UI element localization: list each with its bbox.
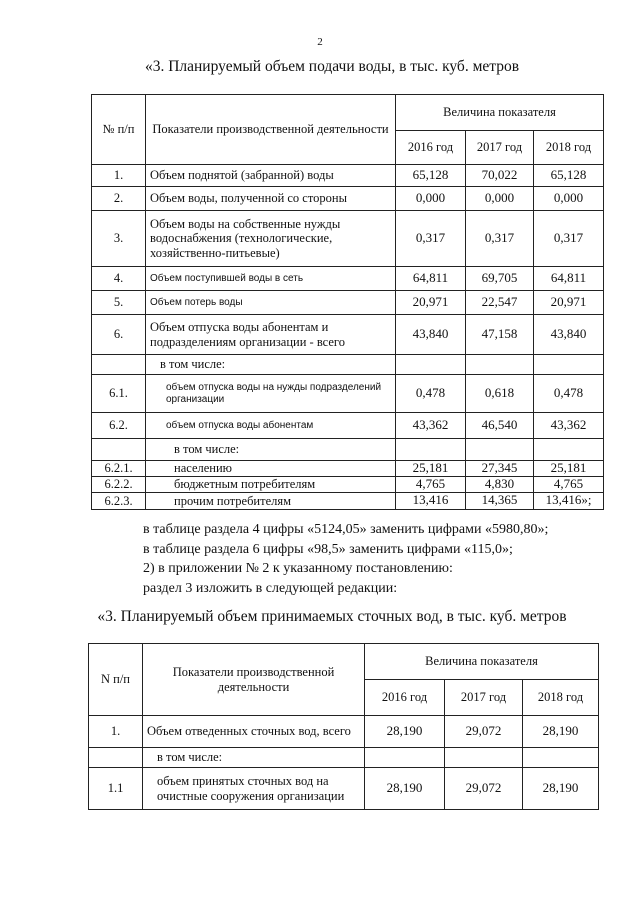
row-label: Объем поднятой (забранной) воды bbox=[146, 165, 396, 187]
table-row bbox=[89, 768, 599, 810]
row-label: в том числе: bbox=[146, 355, 396, 375]
row-label: Объем отведенных сточных вод, всего bbox=[143, 716, 365, 748]
row-value: 47,158 bbox=[466, 315, 534, 355]
table-row bbox=[92, 355, 604, 375]
table-row bbox=[92, 413, 604, 439]
amendment-text bbox=[143, 520, 548, 598]
row-value: 13,416»; bbox=[534, 492, 604, 509]
row-label: прочим потребителям bbox=[146, 492, 396, 509]
year-header: 2018 год bbox=[523, 680, 599, 716]
row-label: объем отпуска воды абонентам bbox=[146, 413, 396, 439]
row-number: 6.2.2. bbox=[92, 476, 146, 492]
row-value: 65,128 bbox=[396, 165, 466, 187]
row-number bbox=[92, 355, 146, 375]
row-value: 28,190 bbox=[365, 768, 445, 810]
row-value: 0,478 bbox=[396, 375, 466, 413]
row-number: 2. bbox=[92, 187, 146, 211]
row-value bbox=[445, 748, 523, 768]
col-value-header: Величина показателя bbox=[365, 644, 599, 680]
row-number: 6.2.3. bbox=[92, 492, 146, 509]
body-line: раздел 3 изложить в следующей редакции: bbox=[143, 580, 398, 596]
row-number: 3. bbox=[92, 211, 146, 267]
table-row bbox=[92, 291, 604, 315]
body-line: в таблице раздела 4 цифры «5124,05» заменить цифрами «5980,80»; bbox=[143, 522, 549, 537]
row-value bbox=[534, 439, 604, 461]
row-label: объем отпуска воды на нужды подразделений организации bbox=[146, 375, 396, 413]
row-value: 28,190 bbox=[523, 768, 599, 810]
row-value: 43,840 bbox=[396, 315, 466, 355]
row-label: объем принятых сточных вод на очистные сооружения организации bbox=[143, 768, 365, 810]
table-row bbox=[92, 187, 604, 211]
body-line: в таблице раздела 6 цифры «98,5» заменить цифрами «115,0»; bbox=[143, 541, 513, 557]
col-num-header: N п/п bbox=[89, 644, 143, 716]
row-value: 29,072 bbox=[445, 716, 523, 748]
row-value: 65,128 bbox=[534, 165, 604, 187]
row-label: бюджетным потребителям bbox=[146, 476, 396, 492]
row-value: 69,705 bbox=[466, 267, 534, 291]
row-value: 25,181 bbox=[396, 461, 466, 477]
row-number: 5. bbox=[92, 291, 146, 315]
wastewater-table bbox=[88, 643, 599, 810]
row-value: 0,000 bbox=[396, 187, 466, 211]
row-number: 1. bbox=[89, 716, 143, 748]
col-value-header: Величина показателя bbox=[396, 95, 604, 131]
table-row bbox=[92, 439, 604, 461]
table-row bbox=[92, 492, 604, 509]
row-value: 43,840 bbox=[534, 315, 604, 355]
row-value bbox=[523, 748, 599, 768]
year-header: 2017 год bbox=[445, 680, 523, 716]
row-value: 0,618 bbox=[466, 375, 534, 413]
row-value: 29,072 bbox=[445, 768, 523, 810]
row-label: Объем воды на собственные нужды водоснабжения (технологические, хозяйственно-питьевые) bbox=[146, 211, 396, 267]
row-value: 25,181 bbox=[534, 461, 604, 477]
row-value: 27,345 bbox=[466, 461, 534, 477]
row-value: 13,416 bbox=[396, 492, 466, 509]
water-supply-table bbox=[91, 94, 604, 510]
year-header: 2018 год bbox=[534, 131, 604, 165]
row-number: 6.2. bbox=[92, 413, 146, 439]
row-value: 0,478 bbox=[534, 375, 604, 413]
col-num-header: № п/п bbox=[92, 95, 146, 165]
row-value: 0,317 bbox=[534, 211, 604, 267]
row-value: 4,765 bbox=[534, 476, 604, 492]
row-value: 43,362 bbox=[534, 413, 604, 439]
row-value bbox=[534, 355, 604, 375]
page-number: 2 bbox=[317, 36, 323, 48]
row-label: Объем отпуска воды абонентам и подразделениям организации - всего bbox=[146, 315, 396, 355]
row-value: 0,000 bbox=[466, 187, 534, 211]
table-row bbox=[92, 375, 604, 413]
row-number: 6.1. bbox=[92, 375, 146, 413]
row-number bbox=[89, 748, 143, 768]
year-header: 2016 год bbox=[365, 680, 445, 716]
year-header: 2016 год bbox=[396, 131, 466, 165]
row-label: Объем воды, полученной со стороны bbox=[146, 187, 396, 211]
col-indicator-header: Показатели производственной деятельности bbox=[146, 95, 396, 165]
row-value bbox=[365, 748, 445, 768]
table-row bbox=[92, 267, 604, 291]
table-row bbox=[92, 461, 604, 477]
row-label: населению bbox=[146, 461, 396, 477]
row-number: 6.2.1. bbox=[92, 461, 146, 477]
table-row bbox=[89, 748, 599, 768]
col-indicator-header: Показатели производственной деятельности bbox=[143, 644, 365, 716]
row-value: 0,000 bbox=[534, 187, 604, 211]
row-value: 4,765 bbox=[396, 476, 466, 492]
row-value: 20,971 bbox=[534, 291, 604, 315]
row-value: 28,190 bbox=[365, 716, 445, 748]
row-value: 20,971 bbox=[396, 291, 466, 315]
row-value: 46,540 bbox=[466, 413, 534, 439]
row-value: 70,022 bbox=[466, 165, 534, 187]
row-value: 43,362 bbox=[396, 413, 466, 439]
row-value: 0,317 bbox=[466, 211, 534, 267]
table2-heading: «3. Планируемый объем принимаемых сточных вод, в тыс. куб. метров bbox=[97, 608, 567, 625]
row-number bbox=[92, 439, 146, 461]
body-line: 2) в приложении № 2 к указанному постановлению: bbox=[143, 561, 453, 576]
row-number: 1. bbox=[92, 165, 146, 187]
row-value: 64,811 bbox=[396, 267, 466, 291]
row-value: 28,190 bbox=[523, 716, 599, 748]
row-value bbox=[396, 439, 466, 461]
row-number: 1.1 bbox=[89, 768, 143, 810]
row-value: 22,547 bbox=[466, 291, 534, 315]
row-value bbox=[396, 355, 466, 375]
row-value: 14,365 bbox=[466, 492, 534, 509]
row-value: 0,317 bbox=[396, 211, 466, 267]
table-row bbox=[92, 165, 604, 187]
row-value bbox=[466, 355, 534, 375]
table-row bbox=[92, 315, 604, 355]
row-label: Объем потерь воды bbox=[146, 291, 396, 315]
row-value bbox=[466, 439, 534, 461]
table-row bbox=[92, 476, 604, 492]
row-number: 6. bbox=[92, 315, 146, 355]
row-label: в том числе: bbox=[143, 748, 365, 768]
row-number: 4. bbox=[92, 267, 146, 291]
row-label: Объем поступившей воды в сеть bbox=[146, 267, 396, 291]
table-row bbox=[89, 716, 599, 748]
row-label: в том числе: bbox=[146, 439, 396, 461]
table1-heading: «3. Планируемый объем подачи воды, в тыс. куб. метров bbox=[144, 58, 520, 75]
row-value: 64,811 bbox=[534, 267, 604, 291]
row-value: 4,830 bbox=[466, 476, 534, 492]
year-header: 2017 год bbox=[466, 131, 534, 165]
table-row bbox=[92, 211, 604, 267]
